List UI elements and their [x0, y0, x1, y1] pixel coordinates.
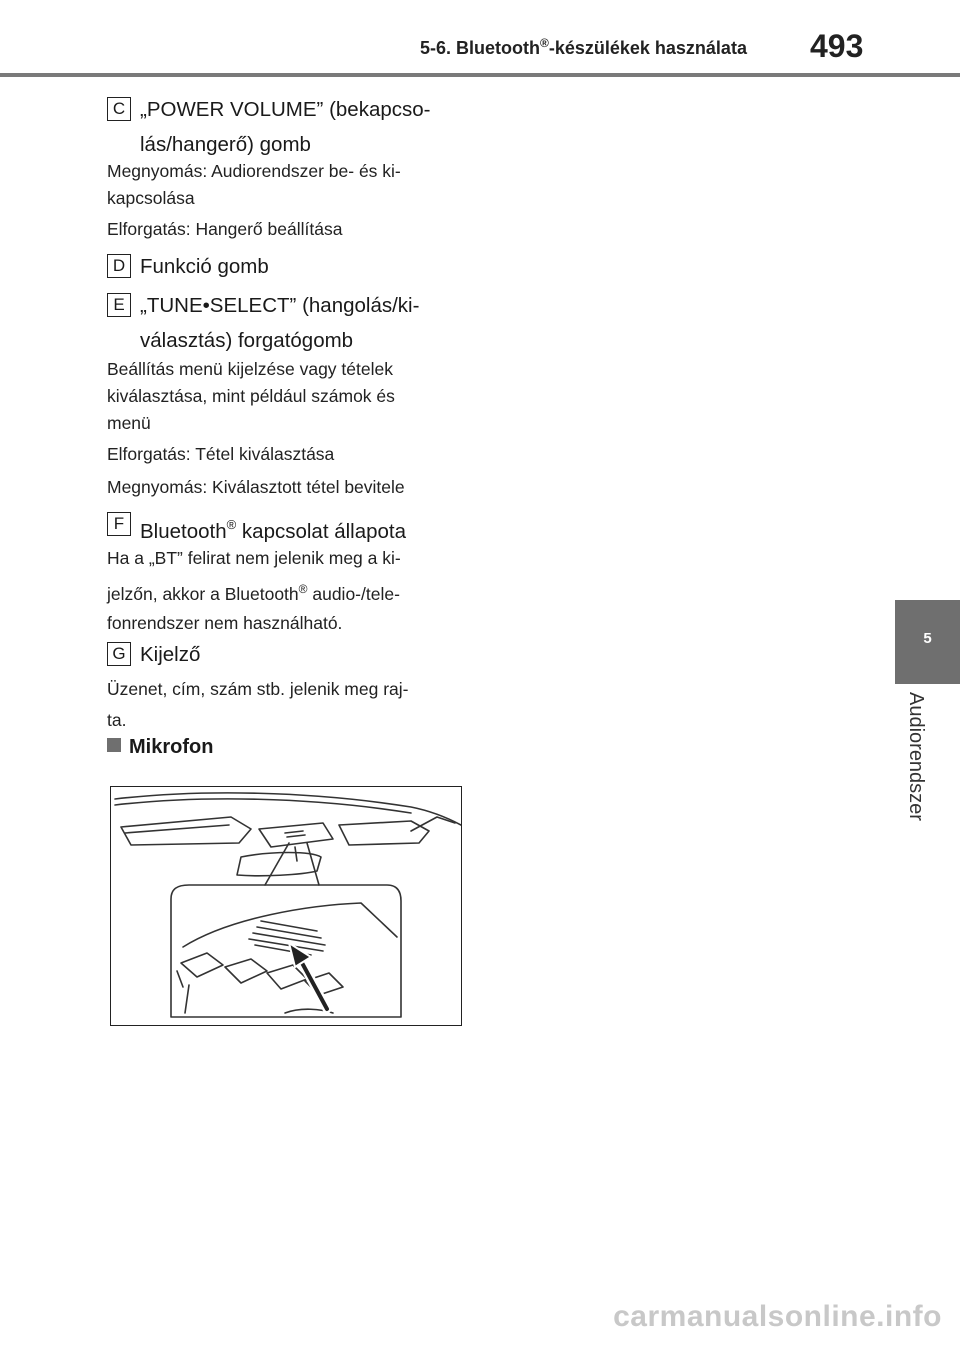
desc-line: Üzenet, cím, szám stb. jelenik meg raj-	[107, 679, 409, 699]
desc-line: Megnyomás: Audiorendszer be- és ki-	[107, 161, 401, 181]
badge-g: G	[107, 642, 131, 666]
watermark: carmanualsonline.info	[613, 1300, 942, 1333]
desc-line: fonrendszer nem használható.	[107, 613, 343, 633]
desc-g	[107, 676, 452, 734]
desc-e-settings	[107, 356, 452, 437]
badge-f: F	[107, 512, 131, 536]
item-f-post: kapcsolat állapota	[236, 520, 407, 543]
section-heading-text: Mikrofon	[129, 736, 214, 758]
registered-mark: ®	[226, 517, 237, 532]
item-f-line1	[107, 507, 467, 549]
desc-line: Beállítás menü kijelzése vagy tételek	[107, 359, 393, 379]
registered-mark: ®	[540, 36, 549, 50]
registered-mark: ®	[298, 582, 308, 596]
badge-d: D	[107, 254, 131, 278]
chapter-number: 5	[923, 630, 932, 647]
desc-line: Ha a „BT” felirat nem jelenik meg a ki-	[107, 548, 401, 568]
item-c-line1: „POWER VOLUME” (bekapcso-	[140, 98, 431, 121]
desc-f	[107, 545, 452, 637]
desc-line: ta.	[107, 710, 127, 730]
car-ceiling-drawing	[111, 787, 462, 1026]
item-e-line1: „TUNE•SELECT” (hangolás/ki-	[140, 294, 420, 317]
desc-f-pre: jelzőn, akkor a Bluetooth	[107, 584, 299, 604]
badge-c: C	[107, 97, 131, 121]
desc-c-rotate: Elforgatás: Hangerő beállítása	[107, 219, 343, 239]
item-c-line2: lás/hangerő) gomb	[140, 133, 311, 156]
desc-line: kiválasztása, mint például számok és	[107, 386, 395, 406]
desc-line: kapcsolása	[107, 188, 195, 208]
item-e-line2: választás) forgatógomb	[140, 329, 354, 352]
item-d-line1: Funkció gomb	[140, 255, 269, 278]
desc-line: menü	[107, 413, 151, 433]
item-g	[107, 637, 467, 672]
item-f	[107, 507, 467, 549]
section-heading	[107, 736, 213, 759]
square-bullet-icon	[107, 738, 121, 752]
desc-e-rotate: Elforgatás: Tétel kiválasztása	[107, 444, 335, 464]
item-f-pre: Bluetooth	[140, 520, 227, 543]
desc-e-press: Megnyomás: Kiválasztott tétel bevitele	[107, 477, 405, 497]
desc-f-post: audio-/tele-	[307, 584, 400, 604]
section-title-suffix: -készülékek használata	[548, 38, 747, 58]
section-title-prefix: 5-6. Bluetooth	[420, 38, 540, 58]
item-e	[107, 288, 467, 358]
item-c	[107, 92, 467, 162]
chapter-tab	[895, 600, 960, 684]
badge-e: E	[107, 293, 131, 317]
chapter-label: Audiorendszer	[905, 692, 927, 821]
header-rule	[0, 73, 960, 77]
page-number: 493	[810, 28, 864, 64]
microphone-illustration	[110, 786, 462, 1026]
desc-c-press	[107, 158, 452, 212]
section-title	[420, 36, 800, 59]
item-d	[107, 249, 467, 284]
item-g-line1: Kijelző	[140, 643, 201, 666]
desc-line	[107, 576, 452, 608]
